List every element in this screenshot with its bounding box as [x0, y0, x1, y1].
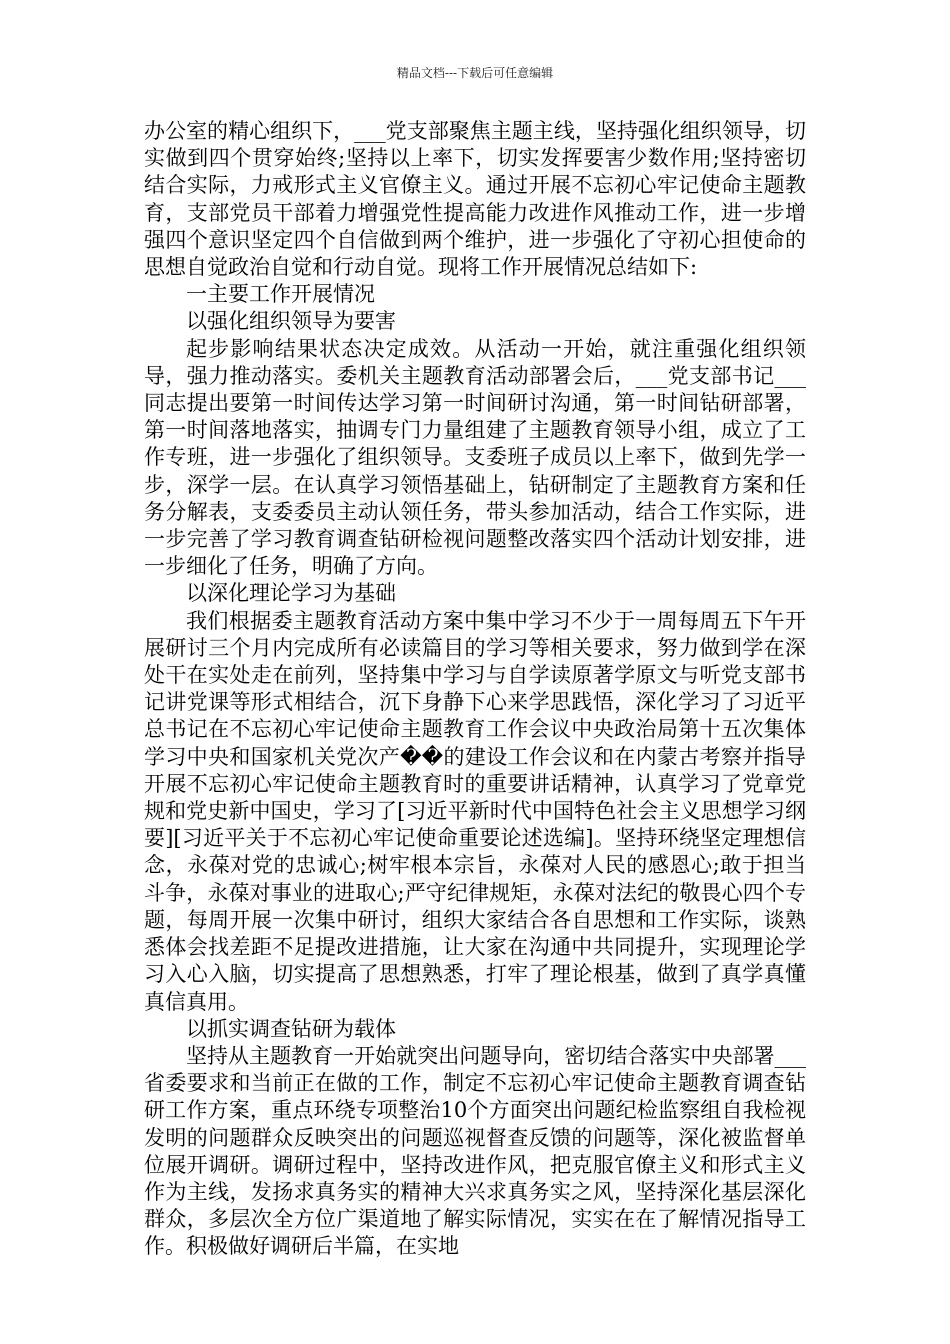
document-body: [144, 118, 806, 1261]
paragraph-investigation-research: 坚持从主题教育一开始就突出问题导向，密切结合落实中央部署___省委要求和当前正在做的工作，制定不忘初心牢记使命主题教育调查钻研工作方案，重点环绕专项整治10个方面突出问题纪检监察组自我检视发明的问题群众反映突出的问题巡视督查反馈的问题等，深化被监督单位展开调研。调研过程中，坚持改进作风，把克服官僚主义和形式主义作为主线，发扬求真务实的精神大兴求真务实之风，坚持深化基层深化群众，多层次全方位广渠道地了解实际情况，实实在在了解情况指导工作。积极做好调研后半篇，在实地: [144, 1043, 806, 1259]
subheading-investigation-research: 以抓实调查钻研为载体: [186, 1016, 396, 1041]
subheading-theory-study: 以深化理论学习为基础: [186, 581, 396, 606]
section-heading-main-work: 一主要工作开展情况: [186, 282, 375, 307]
paragraph-organization-leadership: 起步影响结果状态决定成效。从活动一开始，就注重强化组织领导，强力推动落实。委机关主题教育活动部署会后，___党支部书记___同志提出要第一时间传达学习第一时间研讨沟通，第一时间钻研部署，第一时间落地落实，抽调专门力量组建了主题教育领导小组，成立了工作专班，进一步强化了组织领导。支委班子成员以上率下，做到先学一步，深学一层。在认真学习领悟基础上，钻研制定了主题教育方案和任务分解表，支委委员主动认领任务，带头参加活动，结合工作实际，进一步完善了学习教育调查钻研检视问题整改落实四个活动计划安排，进一步细化了任务，明确了方向。: [144, 336, 806, 579]
paragraph-theory-study: 我们根据委主题教育活动方案中集中学习不少于一周每周五下午开展研讨三个月内完成所有必读篇目的学习等相关要求，努力做到学在深处干在实处走在前列，坚持集中学习与自学读原著学原文与听党支部书记讲党课等形式相结合，沉下身静下心来学思践悟，深化学习了习近平总书记在不忘初心牢记使命主题教育工作会议中央政治局第十五次集体学习中央和国家机关党次产��的建设工作会议和在内蒙古考察并指导开展不忘初心牢记使命主题教育时的重要讲话精神，认真学习了党章党规和党史新中国史，学习了[习近平新时代中国特色社会主义思想学习纲要][习近平关于不忘初心牢记使命重要论述选编]。坚持环绕坚定理想信念，永葆对党的忠诚心;树牢根本宗旨，永葆对人民的感恩心;敢于担当斗争，永葆对事业的进取心;严守纪律规矩，永葆对法纪的敬畏心四个专题，每周开展一次集中研讨，组织大家结合各自思想和工作实际，谈熟悉体会找差距不足提改进措施，让大家在沟通中共同提升，实现理论学习入心入脑，切实提高了思想熟悉，打牢了理论根基，做到了真学真懂真信真用。: [144, 608, 806, 1014]
paragraph-intro: 办公室的精心组织下，___党支部聚焦主题主线，坚持强化组织领导，切实做到四个贯穿始终;坚持以上率下，切实发挥要害少数作用;坚持密切结合实际，力戒形式主义官僚主义。通过开展不忘初心牢记使命主题教育，支部党员干部着力增强党性提高能力改进作风推动工作，进一步增强四个意识坚定四个自信做到两个维护，进一步强化了守初心担使命的思想自觉政治自觉和行动自觉。现将工作开展情况总结如下:: [144, 119, 806, 280]
subheading-organization-leadership: 以强化组织领导为要害: [186, 309, 396, 334]
page-header: 精品文档---下载后可任意编辑: [396, 66, 554, 80]
